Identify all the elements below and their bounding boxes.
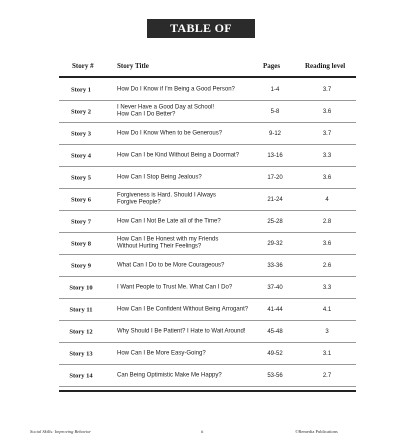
header-divider [59, 76, 356, 78]
story-cell: Story 10 [69, 284, 93, 291]
title-cell: How Can I Not Be Late all of the Time? [117, 217, 221, 224]
level-cell: 4 [325, 196, 329, 203]
level-cell: 3.6 [322, 174, 332, 181]
page-title: TABLE OF CONTENT [147, 19, 255, 38]
story-cell: Story 7 [70, 218, 92, 225]
pages-cell: 49-52 [267, 350, 283, 357]
level-cell: 3.3 [322, 152, 332, 159]
level-cell: 3.6 [322, 240, 332, 247]
level-cell: 3.3 [322, 284, 332, 291]
pages-cell: 13-16 [267, 152, 283, 159]
title-cell: How Can I be Kind Without Being a Doormat? [117, 151, 240, 158]
pages-cell: 53-56 [267, 372, 283, 379]
story-cell: Story 9 [70, 262, 92, 269]
pages-cell: 1-4 [270, 86, 280, 93]
table-row [59, 211, 356, 233]
table-row [59, 101, 356, 123]
level-cell: 3.6 [322, 108, 332, 115]
level-cell: 3.1 [322, 350, 332, 357]
pages-cell: 37-40 [267, 284, 283, 291]
header-level: Reading level [305, 62, 346, 70]
title-cell: I Never Have a Good Day at School! How Can I Do Better? [117, 104, 215, 118]
title-cell: What Can I Do to be More Courageous? [117, 261, 225, 268]
table-row [59, 277, 356, 299]
pages-cell: 29-32 [267, 240, 283, 247]
title-cell: How Can I Be Honest with my Friends Without Hurting Their Feelings? [117, 236, 219, 250]
table-row [59, 343, 356, 365]
footer-page-number: ii [201, 429, 204, 434]
table-row [59, 365, 356, 387]
header-story: Story # [72, 62, 94, 70]
title-cell: How Can I Be Confident Without Being Arrogant? [117, 305, 249, 312]
table-row [59, 255, 356, 277]
story-cell: Story 2 [70, 108, 92, 115]
bottom-divider [59, 390, 356, 392]
header-pages: Pages [263, 62, 281, 70]
story-cell: Story 4 [70, 152, 92, 159]
header-title: Story Title [117, 62, 149, 70]
pages-cell: 5-8 [270, 108, 280, 115]
table-header [0, 60, 400, 76]
footer-book-title: Social Skills: Improving Behavior [30, 429, 91, 434]
title-cell: Can Being Optimistic Make Me Happy? [117, 371, 222, 378]
title-cell: Why Should I Be Patient? I Hate to Wait Around! [117, 327, 246, 334]
pages-cell: 33-36 [267, 262, 283, 269]
story-cell: Story 3 [70, 130, 92, 137]
title-cell: How Do I Know When to be Generous? [117, 129, 223, 136]
table-row [59, 123, 356, 145]
level-cell: 3 [325, 328, 329, 335]
level-cell: 3.7 [322, 130, 332, 137]
level-cell: 2.6 [322, 262, 332, 269]
footer-publisher: ©Remedia Publications [295, 429, 338, 434]
title-cell: How Can I Be More Easy-Going? [117, 349, 206, 356]
story-cell: Story 5 [70, 174, 92, 181]
toc-table [59, 79, 356, 387]
story-cell: Story 8 [70, 240, 92, 247]
story-cell: Story 11 [69, 306, 93, 313]
level-cell: 2.8 [322, 218, 332, 225]
table-row [59, 321, 356, 343]
table-row [59, 145, 356, 167]
story-cell: Story 14 [69, 372, 93, 379]
table-row [59, 79, 356, 101]
pages-cell: 45-48 [267, 328, 283, 335]
pages-cell: 25-28 [267, 218, 283, 225]
title-cell: Forgiveness is Hard. Should I Always Forgive People? [117, 192, 217, 206]
title-cell: How Can I Stop Being Jealous? [117, 173, 202, 180]
title-cell: How Do I Know if I'm Being a Good Person? [117, 85, 235, 92]
story-cell: Story 13 [69, 350, 93, 357]
story-cell: Story 6 [70, 196, 92, 203]
pages-cell: 9-12 [268, 130, 281, 137]
pages-cell: 17-20 [267, 174, 283, 181]
story-cell: Story 12 [69, 328, 93, 335]
story-cell: Story 1 [70, 86, 92, 93]
title-cell: I Want People to Trust Me. What Can I Do? [117, 283, 233, 290]
table-row [59, 233, 356, 255]
pages-cell: 21-24 [267, 196, 283, 203]
table-row [59, 299, 356, 321]
level-cell: 4.1 [322, 306, 332, 313]
level-cell: 2.7 [322, 372, 332, 379]
level-cell: 3.7 [322, 86, 332, 93]
pages-cell: 41-44 [267, 306, 283, 313]
page-footer [0, 429, 400, 439]
table-row [59, 167, 356, 189]
table-row [59, 189, 356, 211]
